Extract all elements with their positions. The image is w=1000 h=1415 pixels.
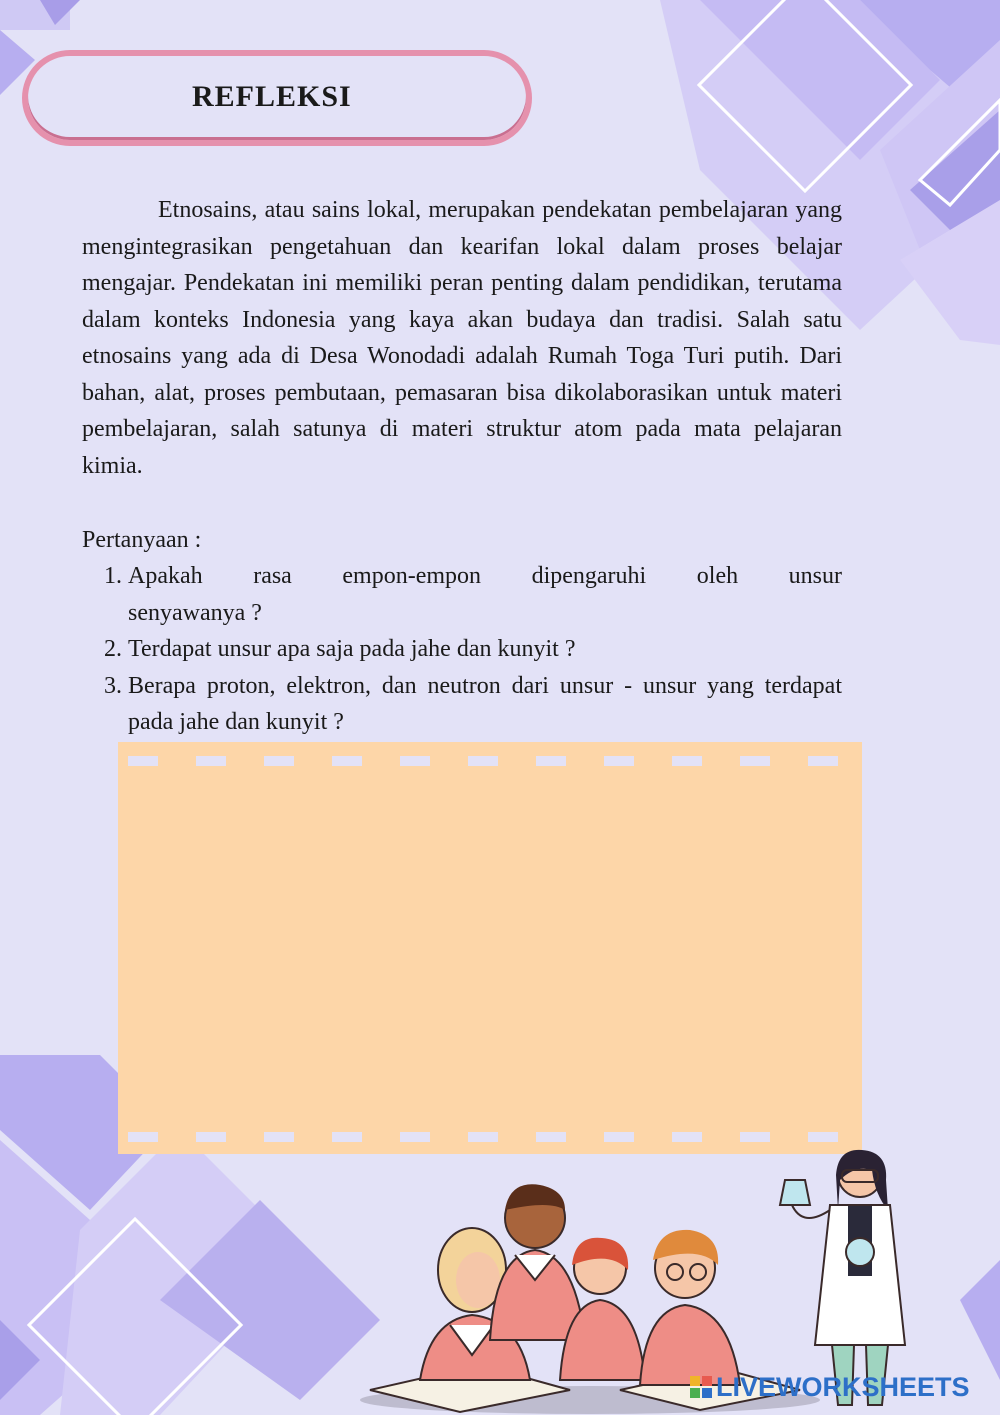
question-text: Apakah rasa empon-empon dipengaruhi oleh unsur [128,563,842,589]
question-item [100,631,842,668]
page-title: REFLEKSI [192,80,352,113]
question-number: 2. [104,636,122,662]
question-text: Terdapat unsur apa saja pada jahe dan kunyit ? [128,636,576,662]
question-text: Berapa proton, elektron, dan neutron dari unsur - unsur yang terdapat pada jahe dan kunyit ? [128,672,842,735]
questions-list [100,558,842,741]
question-number: 3. [104,672,122,699]
liveworksheets-logo-icon [690,1376,712,1398]
question-item [100,668,842,741]
intro-paragraph: Etnosains, atau sains lokal, merupakan pendekatan pembelajaran yang mengintegrasikan pengetahuan dan kearifan lokal dalam proses belajar mengajar. Pendekatan ini memiliki peran penting dalam pendidikan, terutama dalam konteks Indonesia yang kaya akan budaya dan tradisi. Salah satu etnosains yang ada di Desa Wonodadi adalah Rumah Toga Turi putih. Dari bahan, alat, proses pembutaan, pemasaran bisa dikolaborasikan untuk materi pembelajaran, salah satunya di materi struktur atom pada mata pelajaran kimia. [82,197,842,479]
question-number: 1. [104,563,122,589]
answer-box[interactable] [118,742,862,1154]
watermark-text[interactable]: LIVEWORKSHEETS [716,1372,970,1402]
question-text-continued: senyawanya ? [128,599,262,626]
question-item [100,558,842,631]
questions-label: Pertanyaan : [82,527,202,553]
